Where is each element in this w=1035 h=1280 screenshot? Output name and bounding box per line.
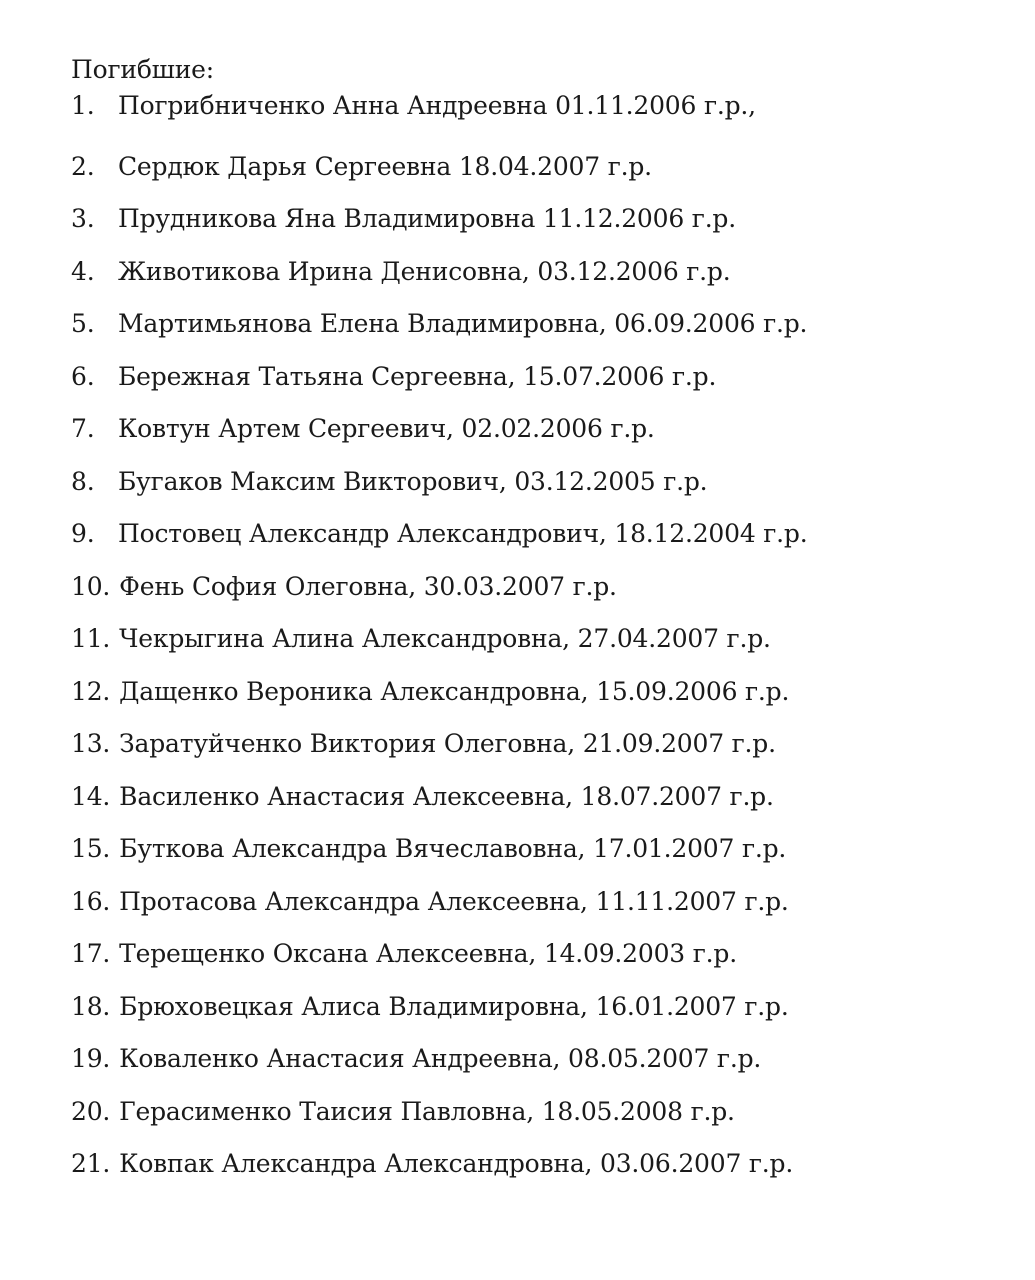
list-item — [71, 508, 1001, 561]
list-item-text: Дащенко Вероника Александровна, 15.09.2006 г.р. — [119, 676, 790, 706]
list-item-text: Фень София Олеговна, 30.03.2007 г.р. — [119, 571, 617, 601]
list-item-number: 4. — [71, 256, 95, 286]
list-item-text: Заратуйченко Виктория Олеговна, 21.09.2007 г.р. — [119, 729, 776, 758]
list-item-text: Терещенко Оксана Алексеевна, 14.09.2003 г.р. — [119, 939, 737, 968]
list-item-number: 17. — [71, 939, 111, 968]
list-item — [71, 718, 1001, 771]
list-item-number: 16. — [71, 886, 111, 916]
list-item — [71, 981, 1001, 1034]
list-item-text: Мартимьянова Елена Владимировна, 06.09.2006 г.р. — [118, 309, 808, 338]
list-item-text: Буткова Александра Вячеславовна, 17.01.2007 г.р. — [119, 834, 787, 863]
list-item — [71, 403, 1001, 456]
list-item — [71, 1086, 1001, 1139]
list-item-text: Коваленко Анастасия Андреевна, 08.05.2007 г.р. — [119, 1044, 762, 1073]
document-heading: Погибшие: — [71, 55, 214, 84]
list-item-number: 1. — [71, 91, 95, 120]
list-item-number: 14. — [71, 781, 111, 811]
list-item-text: Чекрыгина Алина Александровна, 27.04.2007 г.р. — [119, 624, 771, 653]
list-item-number: 5. — [71, 309, 95, 338]
list-item-number: 13. — [71, 729, 111, 758]
list-item-number: 21. — [71, 1149, 111, 1178]
list-item-text: Бережная Татьяна Сергеевна, 15.07.2006 г.р. — [118, 361, 717, 391]
list-item-text: Бугаков Максим Викторович, 03.12.2005 г.р. — [118, 466, 708, 496]
list-item — [71, 351, 1001, 404]
list-item — [71, 823, 1001, 876]
list-item — [71, 246, 1001, 299]
list-item — [71, 771, 1001, 824]
list-item — [71, 456, 1001, 509]
list-item — [71, 1033, 1001, 1086]
list-item-text: Прудникова Яна Владимировна 11.12.2006 г.р. — [118, 204, 736, 233]
victims-list — [71, 88, 1001, 1191]
list-item-text: Животикова Ирина Денисовна, 03.12.2006 г.р. — [118, 256, 731, 286]
list-item-text: Василенко Анастасия Алексеевна, 18.07.2007 г.р. — [119, 781, 774, 811]
list-item-number: 3. — [71, 204, 95, 233]
list-item-number: 11. — [71, 624, 111, 653]
list-item-number: 15. — [71, 834, 111, 863]
list-item-number: 6. — [71, 361, 95, 391]
list-item-text: Постовец Александр Александрович, 18.12.2004 г.р. — [118, 519, 808, 548]
list-item — [71, 141, 1001, 194]
list-item-number: 10. — [71, 571, 111, 601]
list-item-number: 18. — [71, 991, 111, 1021]
list-item — [71, 561, 1001, 614]
list-item — [71, 666, 1001, 719]
list-item-text: Брюховецкая Алиса Владимировна, 16.01.2007 г.р. — [119, 991, 789, 1021]
list-item-number: 7. — [71, 414, 95, 443]
list-item — [71, 193, 1001, 246]
list-item-text: Ковпак Александра Александровна, 03.06.2007 г.р. — [119, 1149, 794, 1178]
list-item — [71, 928, 1001, 981]
list-item — [71, 88, 1001, 124]
list-item — [71, 1138, 1001, 1191]
list-item-text: Герасименко Таисия Павловна, 18.05.2008 г.р. — [119, 1096, 735, 1126]
list-item-number: 2. — [71, 151, 95, 181]
list-item-number: 20. — [71, 1096, 111, 1126]
list-item — [71, 298, 1001, 351]
list-item-number: 9. — [71, 519, 95, 548]
list-item — [71, 876, 1001, 929]
list-item-text: Протасова Александра Алексеевна, 11.11.2007 г.р. — [119, 886, 789, 916]
list-item-text: Ковтун Артем Сергеевич, 02.02.2006 г.р. — [118, 414, 655, 443]
list-item-text: Сердюк Дарья Сергеевна 18.04.2007 г.р. — [118, 151, 652, 181]
list-item-number: 8. — [71, 466, 95, 496]
list-item-number: 19. — [71, 1044, 111, 1073]
list-item — [71, 613, 1001, 666]
list-item-text: Погрибниченко Анна Андреевна 01.11.2006 г.р., — [118, 91, 756, 120]
list-item-number: 12. — [71, 676, 111, 706]
document-body — [71, 52, 1001, 1191]
